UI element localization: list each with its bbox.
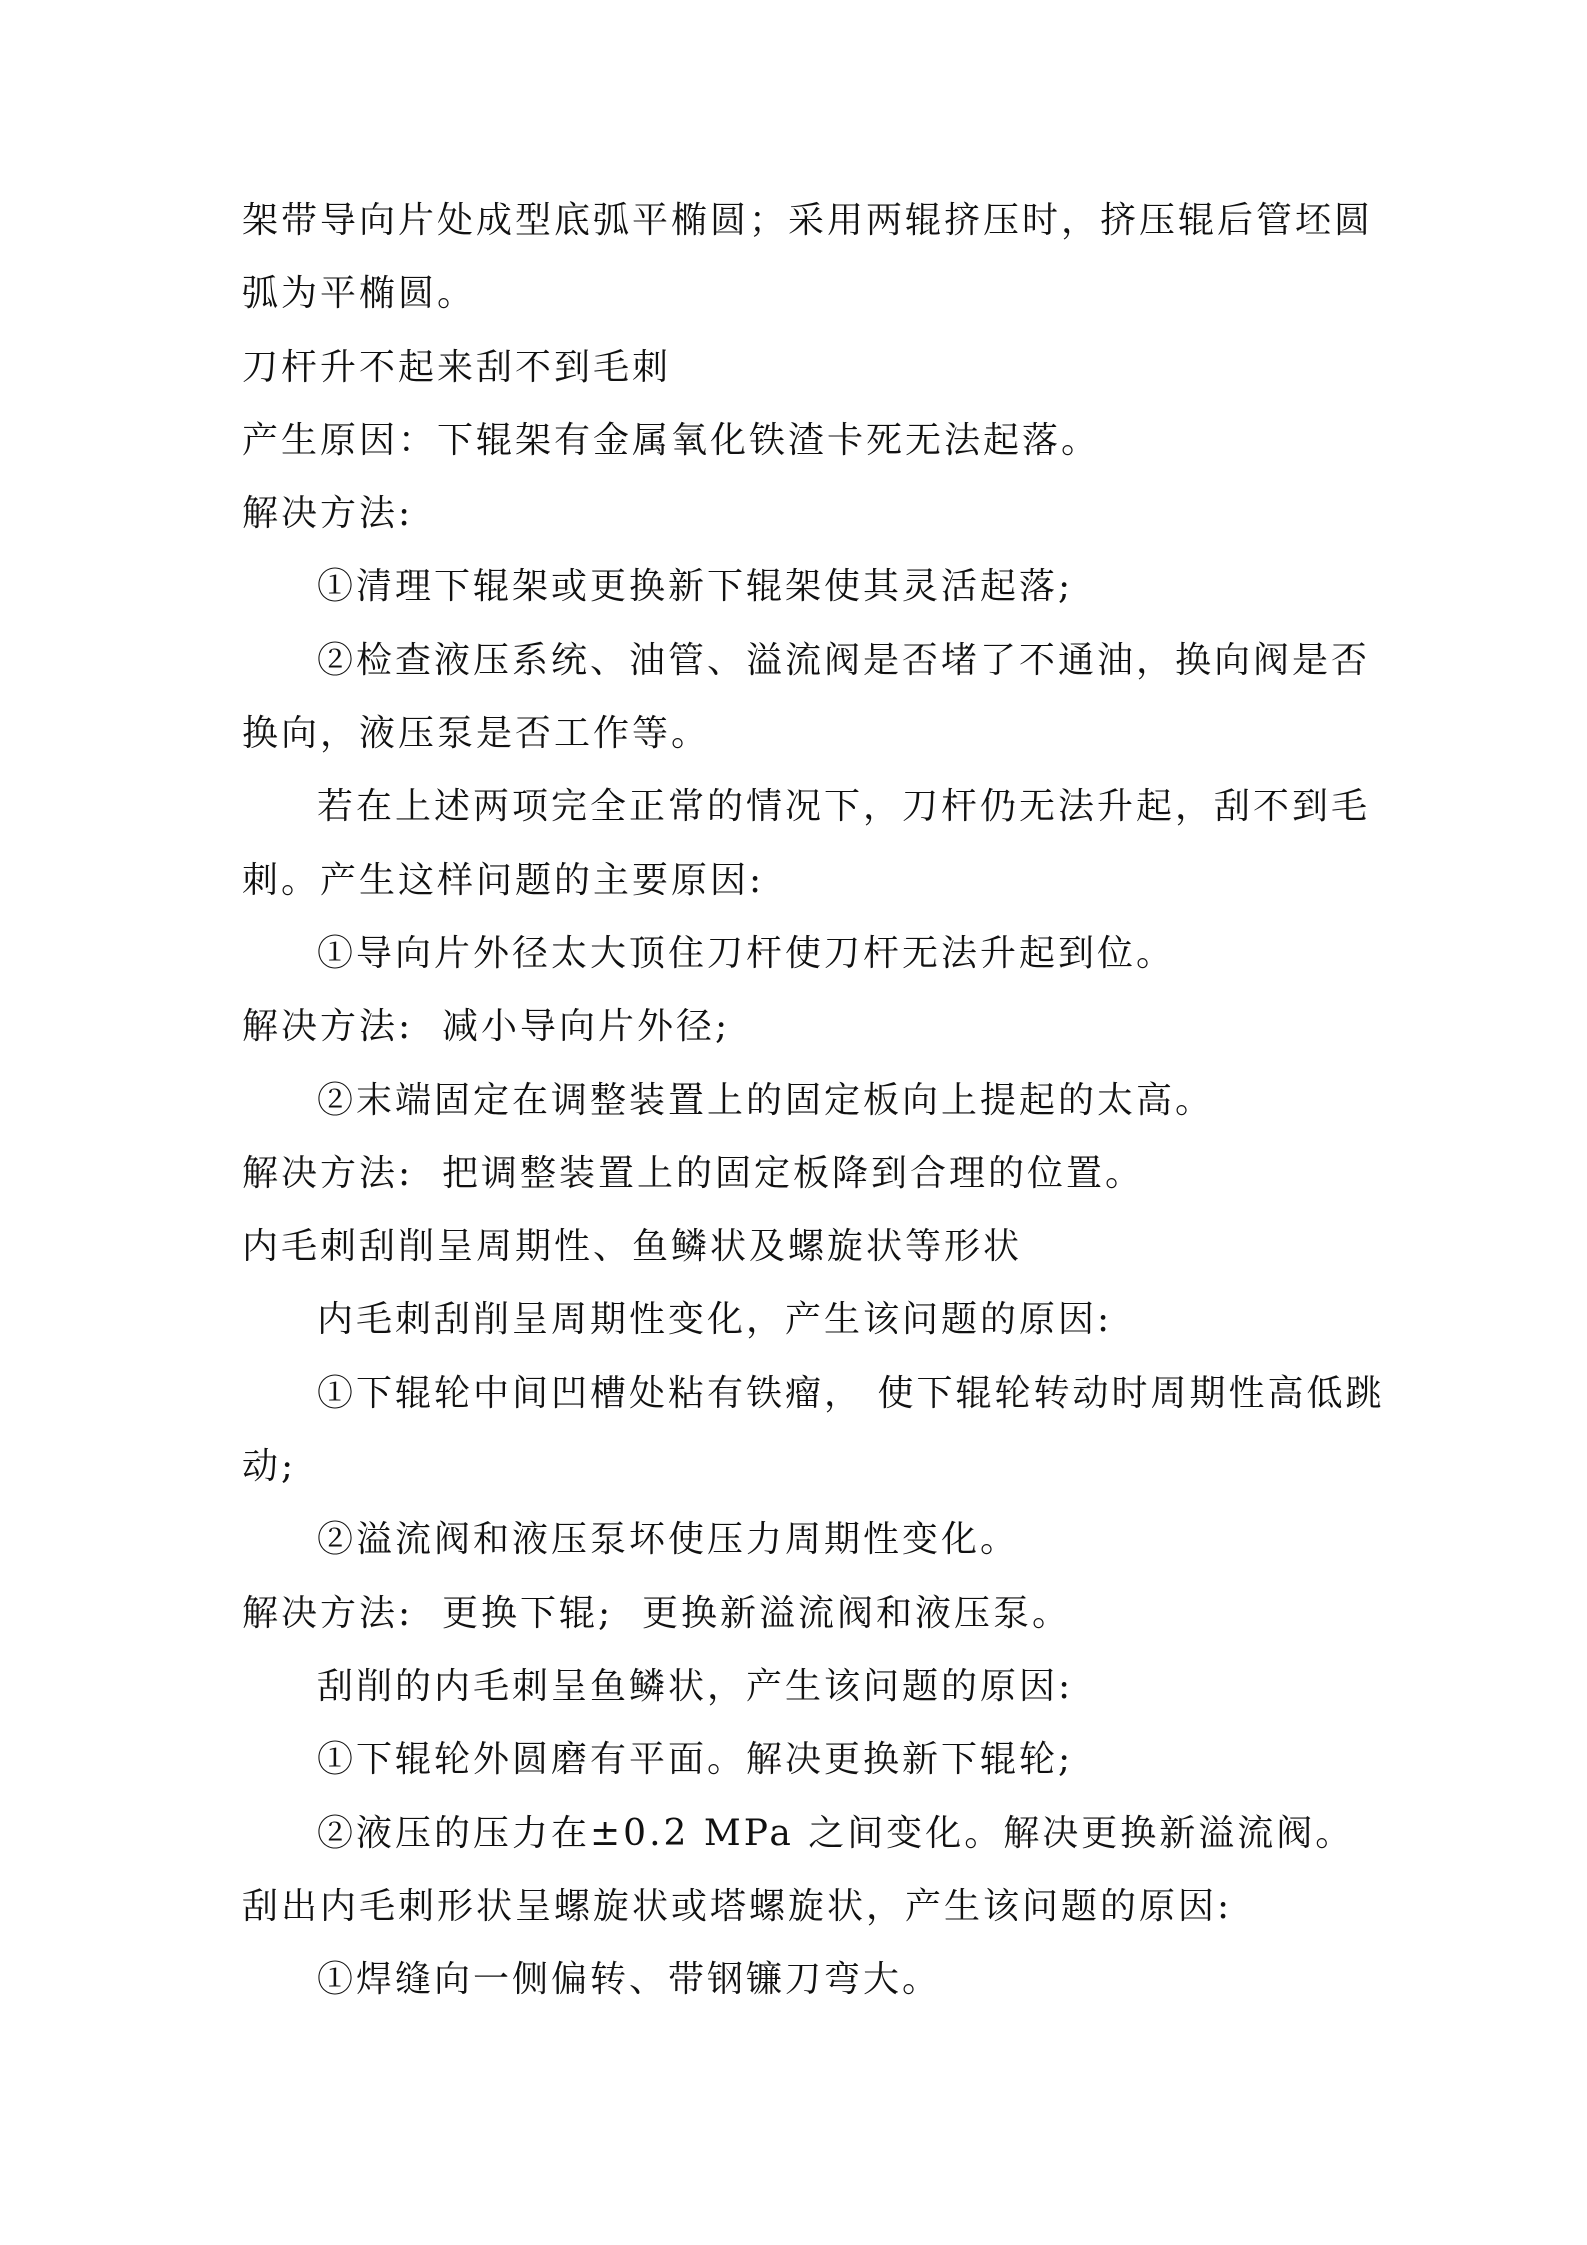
text-line: 解决方法: 减小导向片外径; <box>242 1006 731 1048</box>
text-line: 动; <box>242 1446 297 1488</box>
text-line: 解决方法: 把调整装置上的固定板降到合理的位置。 <box>242 1152 1145 1194</box>
text-line: 弧为平椭圆。 <box>242 273 477 315</box>
list-item: ①清理下辊架或更换新下辊架使其灵活起落; <box>317 566 1074 608</box>
list-item: ②液压的压力在±0.2 MPa 之间变化。解决更换新溢流阀。 <box>317 1812 1355 1854</box>
list-item: ②溢流阀和液压泵坏使压力周期性变化。 <box>317 1519 1020 1561</box>
list-item: ①下辊轮中间凹槽处粘有铁瘤， 使下辊轮转动时周期性高低跳 <box>317 1372 1385 1414</box>
list-item: ①导向片外径太大顶住刀杆使刀杆无法升起到位。 <box>317 932 1176 974</box>
list-item: ②末端固定在调整装置上的固定板向上提起的太高。 <box>317 1079 1215 1121</box>
text-line: 换向，液压泵是否工作等。 <box>242 713 711 755</box>
text-line: 解决方法: <box>242 493 414 535</box>
section-heading: 内毛刺刮削呈周期性、鱼鳞状及螺旋状等形状 <box>242 1226 1023 1268</box>
document-body <box>242 184 1385 2016</box>
list-item: ②检查液压系统、油管、溢流阀是否堵了不通油，换向阀是否 <box>317 639 1371 681</box>
list-item: ①下辊轮外圆磨有平面。解决更换新下辊轮; <box>317 1739 1074 1781</box>
text-line: 刺。产生这样问题的主要原因: <box>242 859 765 901</box>
paragraph-line: 刮削的内毛刺呈鱼鳞状，产生该问题的原因: <box>317 1665 1074 1707</box>
text-line: 解决方法: 更换下辊; 更换新溢流阀和液压泵。 <box>242 1592 1072 1634</box>
paragraph-line: 若在上述两项完全正常的情况下，刀杆仍无法升起，刮不到毛 <box>317 786 1371 828</box>
text-line: 刮出内毛刺形状呈螺旋状或塔螺旋状，产生该问题的原因: <box>242 1885 1233 1927</box>
paragraph-line: 内毛刺刮削呈周期性变化，产生该问题的原因: <box>317 1299 1113 1341</box>
section-heading: 刀杆升不起来刮不到毛刺 <box>242 346 672 388</box>
text-line: 架带导向片处成型底弧平椭圆；采用两辊挤压时，挤压辊后管坯圆 <box>242 200 1374 241</box>
text-line: 产生原因：下辊架有金属氧化铁渣卡死无法起落。 <box>242 419 1101 461</box>
list-item: ①焊缝向一侧偏转、带钢镰刀弯大。 <box>317 1959 942 2001</box>
